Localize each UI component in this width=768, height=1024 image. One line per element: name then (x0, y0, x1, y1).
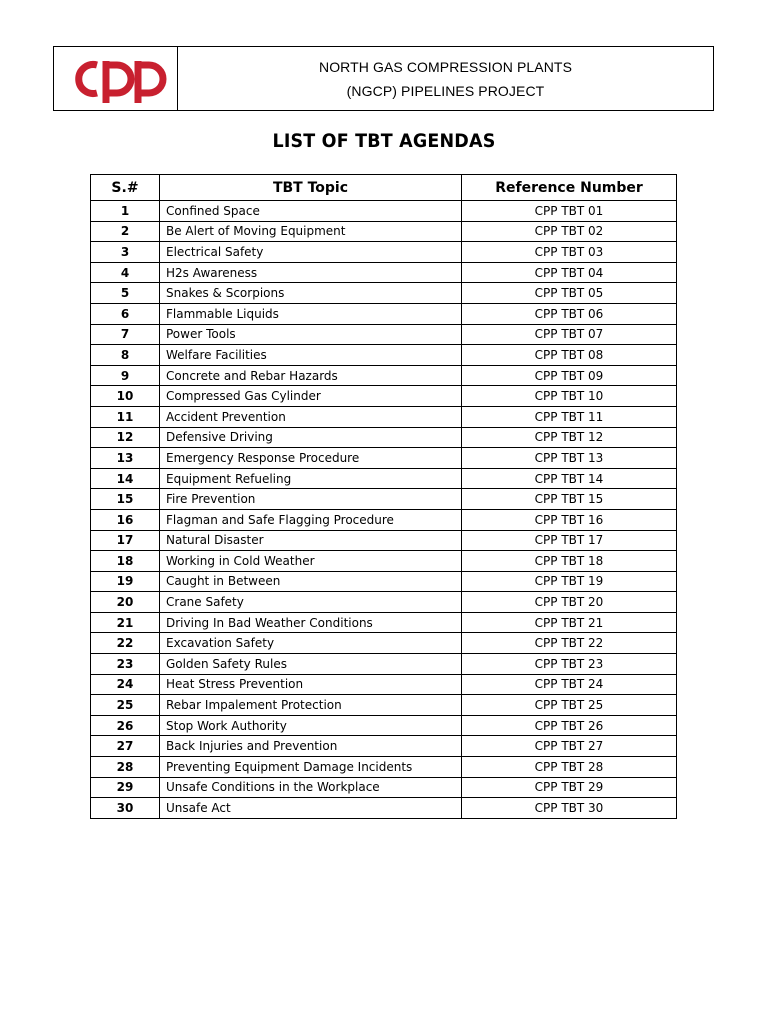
row-topic: Rebar Impalement Protection (160, 695, 462, 716)
table-row (91, 571, 677, 592)
row-reference-number: CPP TBT 19 (462, 571, 677, 592)
row-serial-number: 10 (91, 386, 160, 407)
row-topic: Back Injuries and Prevention (160, 736, 462, 757)
row-serial-number: 20 (91, 592, 160, 613)
table-row (91, 551, 677, 572)
row-reference-number: CPP TBT 30 (462, 798, 677, 819)
column-header-reference: Reference Number (462, 175, 677, 201)
row-reference-number: CPP TBT 18 (462, 551, 677, 572)
table-row (91, 612, 677, 633)
row-topic: Accident Prevention (160, 406, 462, 427)
table-row (91, 221, 677, 242)
row-topic: Confined Space (160, 201, 462, 222)
table-row (91, 654, 677, 675)
logo-cell (54, 47, 178, 110)
row-serial-number: 27 (91, 736, 160, 757)
row-topic: Crane Safety (160, 592, 462, 613)
table-row (91, 201, 677, 222)
page-title: LIST OF TBT AGENDAS (272, 130, 496, 152)
row-topic: Flammable Liquids (160, 303, 462, 324)
table-row (91, 365, 677, 386)
row-reference-number: CPP TBT 22 (462, 633, 677, 654)
row-topic: Concrete and Rebar Hazards (160, 365, 462, 386)
row-reference-number: CPP TBT 02 (462, 221, 677, 242)
table-body (91, 201, 677, 819)
document-header (53, 46, 714, 111)
row-topic: Equipment Refueling (160, 468, 462, 489)
cpp-logo (61, 52, 171, 106)
table-row (91, 448, 677, 469)
row-serial-number: 22 (91, 633, 160, 654)
row-reference-number: CPP TBT 12 (462, 427, 677, 448)
row-serial-number: 21 (91, 612, 160, 633)
row-topic: Working in Cold Weather (160, 551, 462, 572)
table-row (91, 777, 677, 798)
row-serial-number: 13 (91, 448, 160, 469)
row-reference-number: CPP TBT 23 (462, 654, 677, 675)
row-reference-number: CPP TBT 27 (462, 736, 677, 757)
row-reference-number: CPP TBT 21 (462, 612, 677, 633)
row-topic: Stop Work Authority (160, 715, 462, 736)
row-reference-number: CPP TBT 10 (462, 386, 677, 407)
row-serial-number: 2 (91, 221, 160, 242)
column-header-topic: TBT Topic (160, 175, 462, 201)
table-row (91, 757, 677, 778)
table-row (91, 633, 677, 654)
row-reference-number: CPP TBT 26 (462, 715, 677, 736)
row-reference-number: CPP TBT 25 (462, 695, 677, 716)
row-serial-number: 15 (91, 489, 160, 510)
row-serial-number: 17 (91, 530, 160, 551)
table-row (91, 695, 677, 716)
row-serial-number: 3 (91, 242, 160, 263)
table-row (91, 530, 677, 551)
row-serial-number: 23 (91, 654, 160, 675)
row-serial-number: 4 (91, 262, 160, 283)
row-topic: Natural Disaster (160, 530, 462, 551)
row-reference-number: CPP TBT 24 (462, 674, 677, 695)
row-topic: Compressed Gas Cylinder (160, 386, 462, 407)
table-row (91, 736, 677, 757)
table-row (91, 242, 677, 263)
row-reference-number: CPP TBT 06 (462, 303, 677, 324)
row-serial-number: 8 (91, 345, 160, 366)
row-serial-number: 26 (91, 715, 160, 736)
row-serial-number: 28 (91, 757, 160, 778)
row-serial-number: 19 (91, 571, 160, 592)
row-topic: Unsafe Conditions in the Workplace (160, 777, 462, 798)
table-row (91, 303, 677, 324)
row-reference-number: CPP TBT 07 (462, 324, 677, 345)
table-row (91, 509, 677, 530)
row-topic: Caught in Between (160, 571, 462, 592)
row-reference-number: CPP TBT 11 (462, 406, 677, 427)
table-row (91, 798, 677, 819)
row-topic: Preventing Equipment Damage Incidents (160, 757, 462, 778)
table-row (91, 283, 677, 304)
row-serial-number: 12 (91, 427, 160, 448)
row-topic: Golden Safety Rules (160, 654, 462, 675)
table-row (91, 489, 677, 510)
project-name: (NGCP) PIPELINES PROJECT (346, 82, 545, 99)
table-row (91, 262, 677, 283)
row-topic: Unsafe Act (160, 798, 462, 819)
row-serial-number: 14 (91, 468, 160, 489)
row-serial-number: 5 (91, 283, 160, 304)
row-reference-number: CPP TBT 05 (462, 283, 677, 304)
project-title-block (178, 47, 713, 110)
table-row (91, 427, 677, 448)
row-serial-number: 16 (91, 509, 160, 530)
column-header-sn: S.# (91, 175, 160, 201)
row-serial-number: 24 (91, 674, 160, 695)
row-topic: Fire Prevention (160, 489, 462, 510)
row-serial-number: 30 (91, 798, 160, 819)
row-reference-number: CPP TBT 15 (462, 489, 677, 510)
row-serial-number: 6 (91, 303, 160, 324)
row-reference-number: CPP TBT 14 (462, 468, 677, 489)
row-reference-number: CPP TBT 16 (462, 509, 677, 530)
row-topic: Power Tools (160, 324, 462, 345)
row-topic: Electrical Safety (160, 242, 462, 263)
table-row (91, 406, 677, 427)
row-reference-number: CPP TBT 13 (462, 448, 677, 469)
row-topic: Driving In Bad Weather Conditions (160, 612, 462, 633)
row-reference-number: CPP TBT 17 (462, 530, 677, 551)
table-row (91, 674, 677, 695)
row-serial-number: 18 (91, 551, 160, 572)
row-reference-number: CPP TBT 20 (462, 592, 677, 613)
row-serial-number: 11 (91, 406, 160, 427)
row-topic: Heat Stress Prevention (160, 674, 462, 695)
row-serial-number: 29 (91, 777, 160, 798)
row-serial-number: 1 (91, 201, 160, 222)
table-row (91, 386, 677, 407)
row-topic: Be Alert of Moving Equipment (160, 221, 462, 242)
row-serial-number: 7 (91, 324, 160, 345)
row-reference-number: CPP TBT 29 (462, 777, 677, 798)
table-header-row (91, 175, 677, 201)
row-reference-number: CPP TBT 01 (462, 201, 677, 222)
row-reference-number: CPP TBT 08 (462, 345, 677, 366)
table-row (91, 345, 677, 366)
row-reference-number: CPP TBT 28 (462, 757, 677, 778)
table-row (91, 715, 677, 736)
row-serial-number: 9 (91, 365, 160, 386)
company-name: NORTH GAS COMPRESSION PLANTS (318, 58, 573, 75)
table-row (91, 592, 677, 613)
row-topic: Defensive Driving (160, 427, 462, 448)
tbt-agenda-table (90, 174, 677, 819)
table-row (91, 468, 677, 489)
row-topic: Welfare Facilities (160, 345, 462, 366)
row-topic: Excavation Safety (160, 633, 462, 654)
row-topic: Flagman and Safe Flagging Procedure (160, 509, 462, 530)
row-serial-number: 25 (91, 695, 160, 716)
row-topic: H2s Awareness (160, 262, 462, 283)
row-reference-number: CPP TBT 04 (462, 262, 677, 283)
table-row (91, 324, 677, 345)
row-topic: Snakes & Scorpions (160, 283, 462, 304)
row-reference-number: CPP TBT 09 (462, 365, 677, 386)
row-topic: Emergency Response Procedure (160, 448, 462, 469)
row-reference-number: CPP TBT 03 (462, 242, 677, 263)
